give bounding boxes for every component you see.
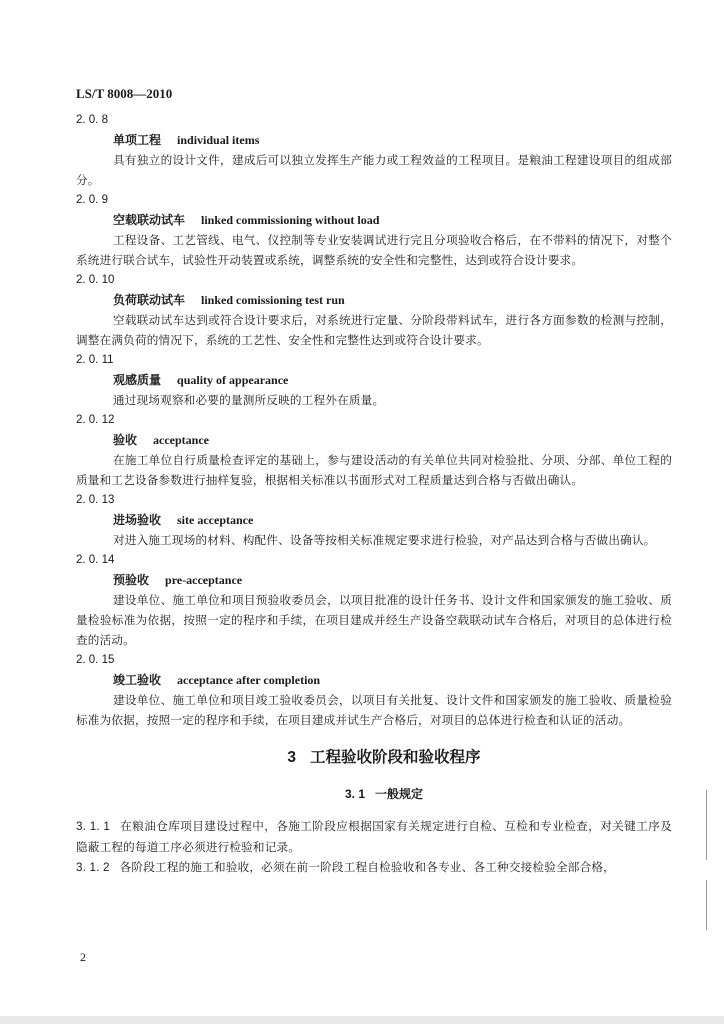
term-english: quality of appearance xyxy=(177,373,289,387)
section-number: 3. 1 xyxy=(344,787,365,801)
term-english: acceptance after completion xyxy=(177,673,321,687)
standard-code-header: LS/T 8008—2010 xyxy=(76,86,173,101)
clause-number: 3. 1. 1 xyxy=(76,820,111,833)
section-title: 一般规定 xyxy=(375,787,424,801)
term-entry xyxy=(76,550,672,650)
term-english: linked commissioning without load xyxy=(201,213,380,227)
term-entry xyxy=(76,110,672,190)
term-definition: 对进入施工现场的材料、构配件、设备等按相关标准规定要求进行检验，对产品达到合格与否做出确认。 xyxy=(113,533,656,547)
term-chinese: 单项工程 xyxy=(113,133,162,147)
term-definition: 通过现场观察和必要的量测所反映的工程外在质量。 xyxy=(113,393,385,407)
page-content xyxy=(76,110,672,878)
term-chinese: 观感质量 xyxy=(113,373,162,387)
term-definition: 建设单位、施工单位和项目预验收委员会，以项目批准的设计任务书、设计文件和国家颁发的施工验收、质量检验标准为依据，按照一定的程序和手续，在项目建成并经生产设备空载联动试车合格后，对项目的总体进行检查的活动。 xyxy=(76,593,672,647)
scan-artifact-line xyxy=(706,880,707,930)
term-entry xyxy=(76,410,672,490)
clause-number: 2. 0. 12 xyxy=(76,414,115,426)
clause-number: 2. 0. 8 xyxy=(76,114,108,126)
term-heading xyxy=(76,430,672,450)
term-heading xyxy=(76,570,672,590)
scan-artifact-line xyxy=(706,790,707,860)
term-heading xyxy=(76,130,672,150)
term-heading xyxy=(76,510,672,530)
scan-bottom-edge xyxy=(0,1016,724,1024)
chapter-heading xyxy=(76,742,672,772)
term-heading xyxy=(76,210,672,230)
term-definition: 在施工单位自行质量检查评定的基础上，参与建设活动的有关单位共同对检验批、分项、分部、单位工程的质量和工艺设备参数进行抽样复验，根据相关标准以书面形式对工程质量达到合格与否做出确认。 xyxy=(76,453,672,487)
clause-number: 2. 0. 10 xyxy=(76,274,115,286)
clause-paragraph xyxy=(76,857,672,878)
clause-number: 2. 0. 15 xyxy=(76,654,115,666)
clause-number: 2. 0. 9 xyxy=(76,194,108,206)
clause-number: 3. 1. 2 xyxy=(76,861,110,874)
term-english: pre-acceptance xyxy=(165,573,243,587)
clause-number: 2. 0. 13 xyxy=(76,494,115,506)
term-english: individual items xyxy=(177,133,260,147)
term-entry xyxy=(76,650,672,730)
term-english: linked comissioning test run xyxy=(201,293,345,307)
term-chinese: 预验收 xyxy=(113,573,150,587)
clause-text: 在粮油仓库项目建设过程中，各施工阶段应根据国家有关规定进行自检、互检和专业检查，对关键工序及隐蔽工程的每道工序必须进行检验和记录。 xyxy=(76,819,672,854)
term-chinese: 竣工验收 xyxy=(113,673,162,687)
page-number: 2 xyxy=(80,950,86,964)
clause-text: 各阶段工程的施工和验收，必须在前一阶段工程自检验收和各专业、各工种交接检验全部合格， xyxy=(119,860,615,874)
term-entry xyxy=(76,490,672,550)
chapter-number: 3 xyxy=(287,749,297,766)
term-definition: 建设单位、施工单位和项目竣工验收委员会，以项目有关批复、设计文件和国家颁发的施工验收、质量检验标准为依据，按照一定的程序和手续，在项目建成并试生产合格后，对项目的总体进行检查和认证的活动。 xyxy=(76,693,672,727)
term-entry xyxy=(76,350,672,410)
clause-number: 2. 0. 14 xyxy=(76,554,115,566)
term-english: site acceptance xyxy=(177,513,254,527)
term-chinese: 验收 xyxy=(113,433,138,447)
term-definition: 空载联动试车达到或符合设计要求后，对系统进行定量、分阶段带料试车，进行各方面参数的检测与控制，调整在满负荷的情况下，系统的工艺性、安全性和完整性达到或符合设计要求。 xyxy=(76,313,672,347)
term-definition: 具有独立的设计文件，建成后可以独立发挥生产能力或工程效益的工程项目。是粮油工程建设项目的组成部分。 xyxy=(76,153,672,187)
term-chinese: 进场验收 xyxy=(113,513,162,527)
term-english: acceptance xyxy=(153,433,209,447)
term-entry xyxy=(76,270,672,350)
chapter-title: 工程验收阶段和验收程序 xyxy=(310,747,481,766)
term-chinese: 负荷联动试车 xyxy=(113,293,186,307)
term-chinese: 空载联动试车 xyxy=(113,213,186,227)
section-heading xyxy=(76,784,672,804)
term-entry xyxy=(76,190,672,270)
term-heading xyxy=(76,370,672,390)
clause-paragraph xyxy=(76,816,672,857)
term-heading xyxy=(76,670,672,690)
clause-number: 2. 0. 11 xyxy=(76,354,114,366)
term-definition: 工程设备、工艺管线、电气、仪控制等专业安装调试进行完且分项验收合格后，在不带料的情况下，对整个系统进行联合试车，试验性开动装置或系统，调整系统的安全性和完整性，达到或符合设计要求。 xyxy=(76,233,672,267)
term-heading xyxy=(76,290,672,310)
